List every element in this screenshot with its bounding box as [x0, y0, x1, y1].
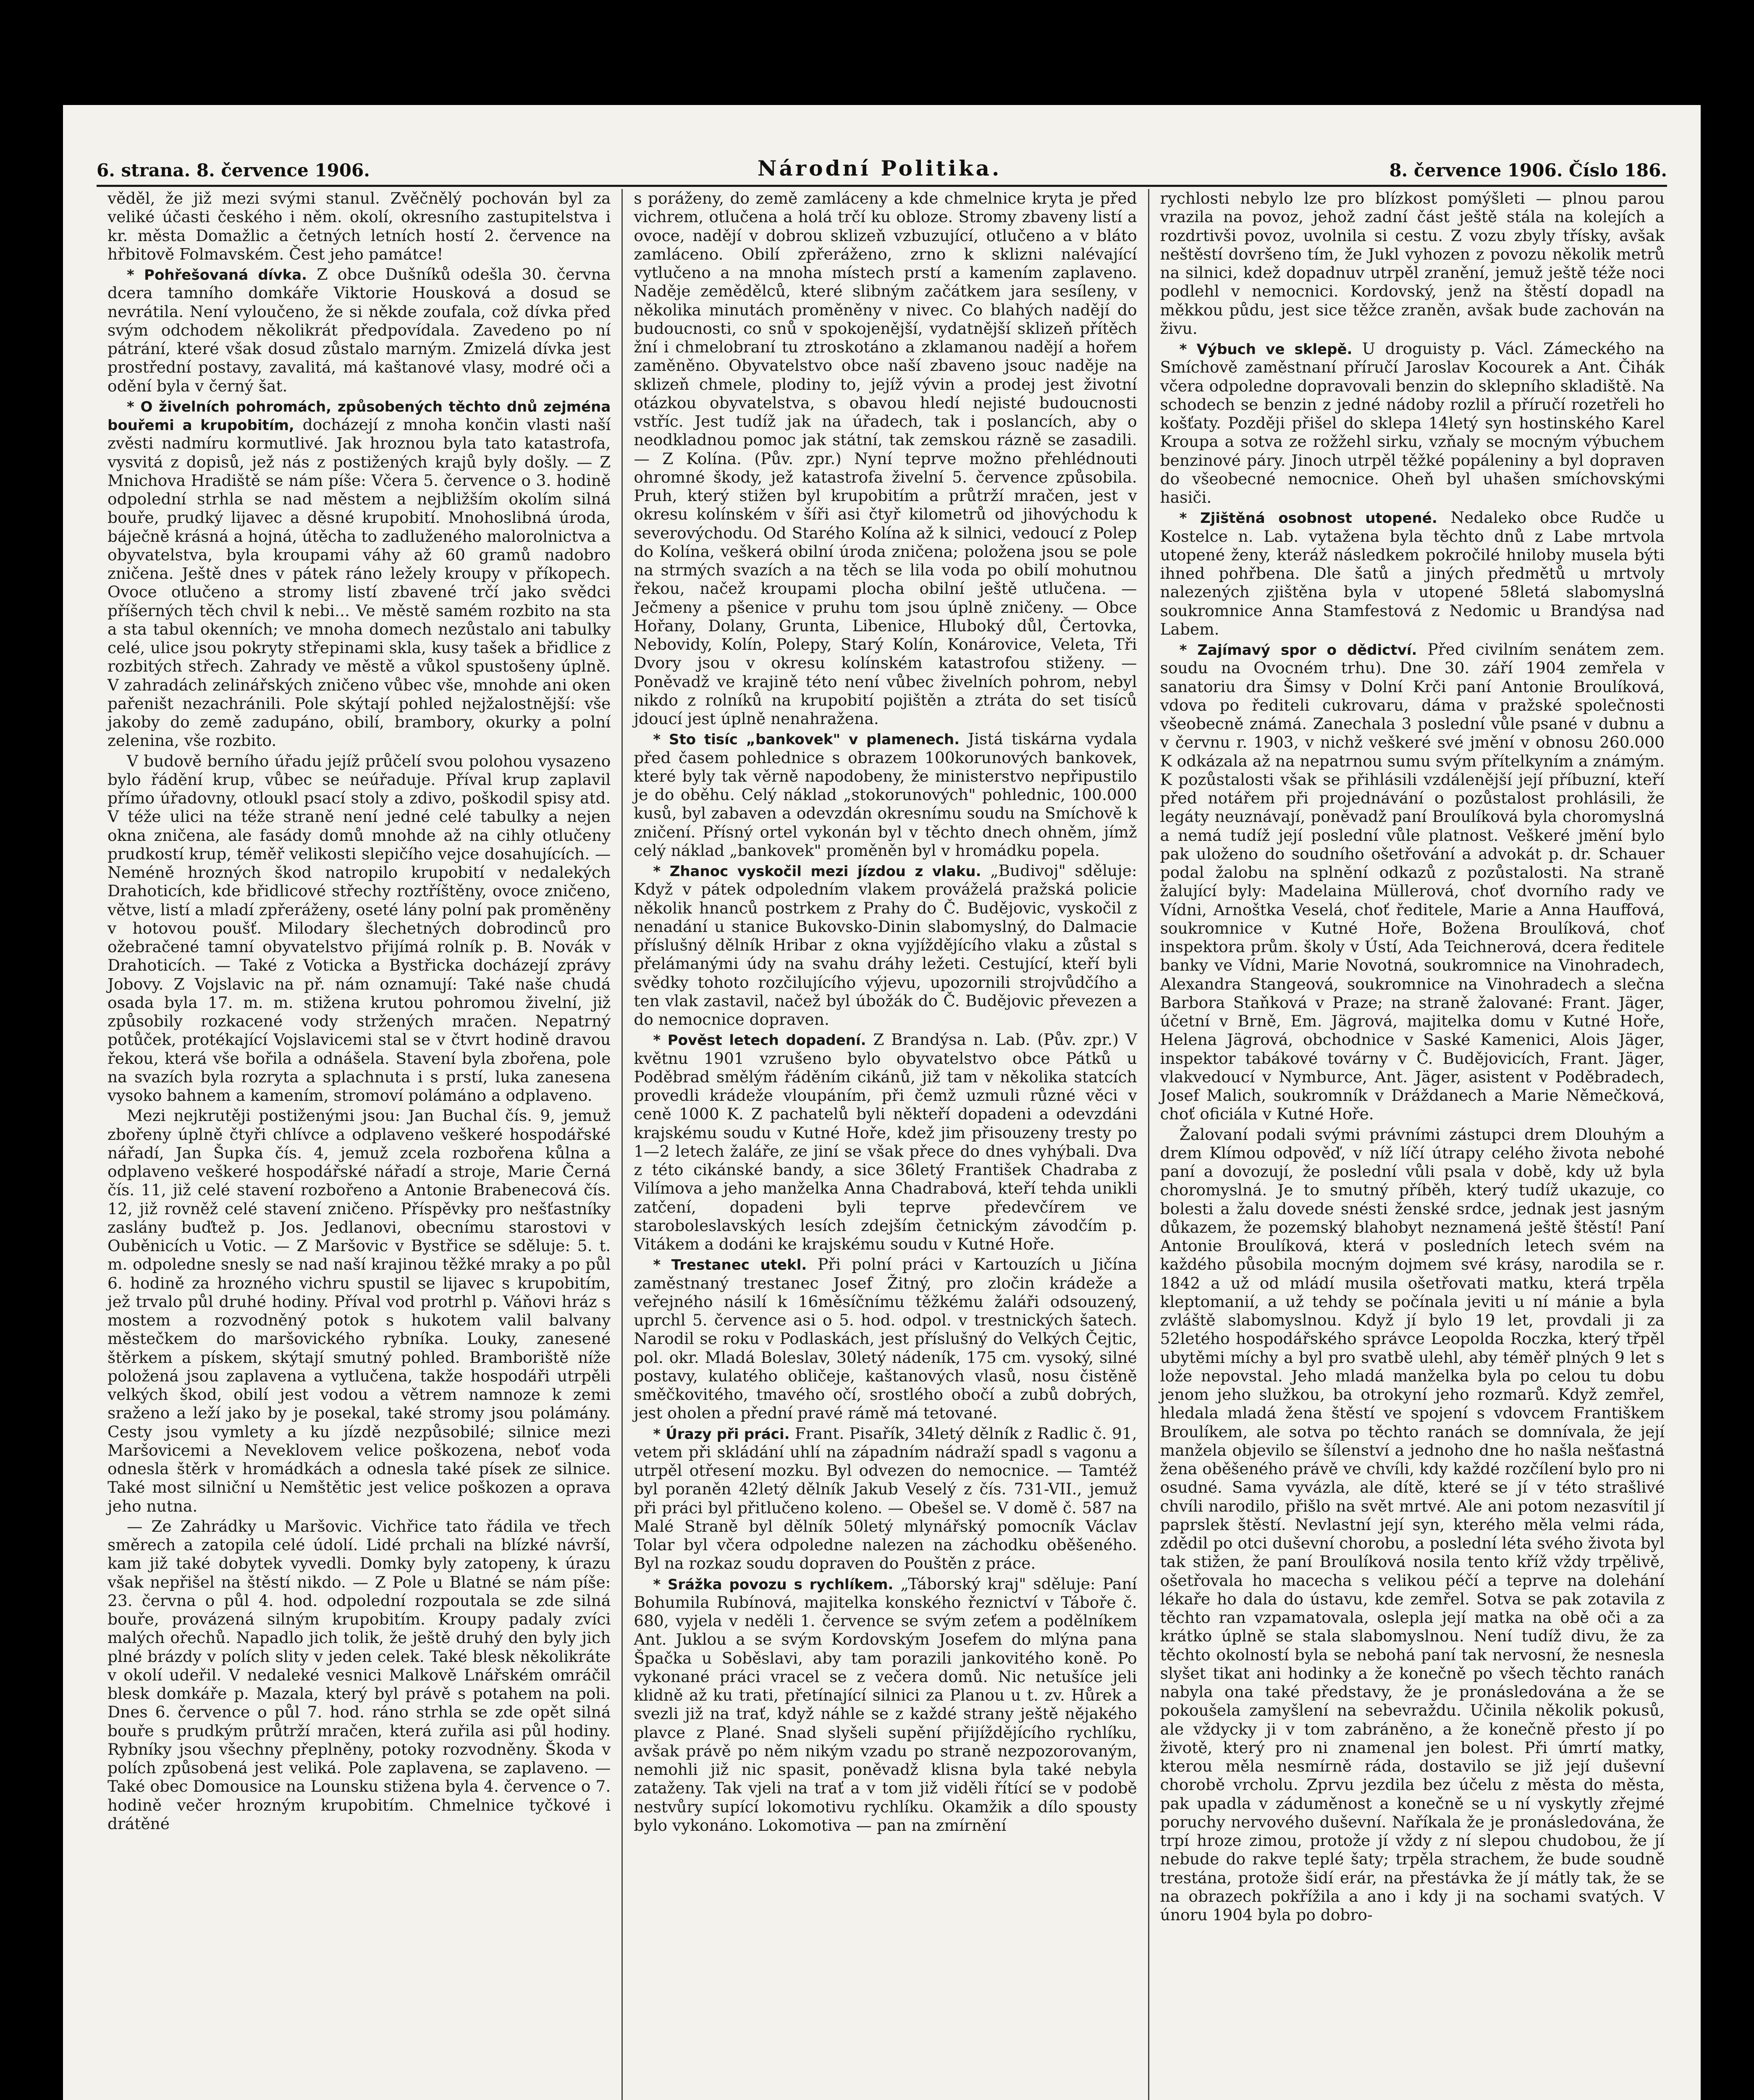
article-heading: * O živelních pohromách, způsobených těchto dnů zejména bouřemi a krupobitím, [107, 398, 611, 434]
article-paragraph [1160, 508, 1665, 638]
article-body: věděl, že již mezi svými stanul. Zvěčnělý pochován byl za veliké účasti českého i něm. okolí, okresního zastupitelstva i kr. města Domažlic a četných letních hostí 2. července na hřbitově Folmavském. Čest jeho památce! [107, 189, 611, 263]
article-paragraph [634, 1030, 1137, 1253]
article-paragraph [107, 752, 611, 1105]
column-1 [97, 189, 623, 2100]
article-body: Žalovaní podali svými právními zástupci drem Dlouhým a drem Klímou odpověď, v níž líčí útrapy celého života nebohé paní a dovozují, že poslední vůli psala v době, kdy už byla choromyslná. Je to smutný příběh, který tudíž ukazuje, co bolesti a žalu dovede snésti ženské srdce, jednak jest jasným důkazem, že pozemský blahobyt neznamená ještě štěstí! Paní Antonie Broulíková, která v posledních letech svém na každého působila mocným dojmem své krásy, narodila se r. 1842 a už od mládí musila ošetřovati matku, která trpěla kleptomanií, a už tehdy se počínala jeviti u ní mánie a byla zvláště slabomyslnou. Když jí bylo 19 let, provdali ji za 52letého hospodářského správce Leopolda Roczka, který třpěl ubytěmi míchy a byl pro svatbě ulehl, aby téměř plných 9 let s lože nepovstal. Jeho mladá manželka byla po celou tu dobu jenom jeho služkou, ba otrokyní jeho rozmarů. Když zemřel, hledala mladá žena štěstí ve spojení s vdovcem Františkem Broulíkem, ale sotva po těchto ranách se domnívala, že její manžela objevilo se šílenství a jednoho dne ho našla nešťastná žena oběšeného právě ve chvíli, kdy každé rozčílení bylo pro ni osudné. Sama vyvázla, ale dítě, které se jí v této strašlivé chvíli narodilo, přišlo na svět mrtvé. Ale ani potom nezasvítil jí paprslek štěstí. Nevlastní její syn, kterého měla velmi ráda, zdědil po otci duševní chorobu, a poslední léta svého života byl tak stižen, že paní Broulíková nosila tento kříž vždy trpělivě, ošetřovala ho macecha s velikou péčí a teprve na dolehání lékaře ho dala do ústavu, kde zemřel. Sotva se pak zotavila z těchto ran vzpamatovala, oslepla její matka na obě oči a za krátko úplně se stala slabomyslnou. Není tudíž divu, že za těchto okolností byla se nebohá paní tak nervosní, že nesnesla slyšet tikat ani hodinky a že konečně po všech těchto ranách nabyla ona také představy, že je pronásledována a že se pokoušela zamyšlení na sebevraždu. Učinila několik pokusů, ale vždycky ji v tom zabráněno, a že konečně přesto jí po životě, který pro ni znamenal jen bolest. Při úmrtí matky, kterou měla nesmírně ráda, dostavilo se již její duševní chorobě vrcholu. Zprvu jezdila bez účelu z města do města, pak upadla v záduměnost a konečně se u ní vyskytly zřejmé poruchy nervového duševní. Naříkala že je pronásledována, že trpí hroze zimou, protože jí vždy z ní slepou chudobou, že jí nebude do rakve teplé šaty; trpěla strachem, že bude soudně trestána, protože šidí erár, na přestávka že jí mátly tak, že se na obrazech pokřížila a ano i kdy ji na sochami svatých. V únoru 1904 byla po dobro- [1160, 1125, 1665, 1924]
article-body: Mezi nejkrutěji postiženými jsou: Jan Buchal čís. 9, jemuž zbořeny úplně čtyři chlívce a odplaveno veškeré hospodářské nářadí, Jan Šupka čís. 4, jemuž zcela rozbořena kůlna a odplaveno veškeré hospodářské nářadí a stroje, Marie Černá čís. 11, již celé stavení rozbořeno a Antonie Brabenecová čís. 12, již rovněž celé stavení zničeno. Příspěvky pro nešťastníky zaslány buďtež p. Jos. Jedlanovi, obecnímu starostovi v Ouběnicích u Votic. — Z Maršovic v Bystřice se sděluje: 5. t. m. odpoledne snesly se nad naší krajinou těžké mraky a po půl 6. hodině za hrozného vichru spustil se lijavec s krupobitím, jež trvalo půl druhé hodiny. Příval vod protrhl p. Váňovi hráz s mostem a rozvodněný potok s hukotem valil balvany městečkem do maršovického rybníka. Louky, zanesené štěrkem a pískem, skýtají smutný pohled. Bramboriště níže položená jsou zaplavena a vytlučena, takže hospodáři utrpěli velkých škod, obilí jest vodou a větrem namnoze k zemi sraženo a leží jako by je posekal, také stromy jsou polámány. Cesty jsou vymlety a ku jízdě nezpůsobilé; silnice mezi Maršovicemi a Neveklovem velice poškozena, neboť voda odnesla štěrk v hromádkách a odnesla také písek ze silnice. Také most silniční u Nemštětic jest velice poškozen a oprava jeho nutna. [107, 1106, 611, 1515]
column-2 [623, 189, 1149, 2100]
article-paragraph [634, 1424, 1137, 1573]
article-heading: * Výbuch ve sklepě. [1179, 341, 1353, 358]
article-heading: * Pohřešovaná dívka. [127, 267, 307, 284]
column-3 [1149, 189, 1675, 2100]
article-body: Z Brandýsa n. Lab. (Pův. zpr.) V květnu 1901 vzrušeno bylo obyvatelstvo obce Pátků u Poděbrad smělým řáděním cikánů, již tam v několika statcích provedli krádeže vloupáním, při čemž uzmuli různé věci v ceně 1000 K. Z pachatelů byli někteří dopadeni a odevzdáni krajskému soudu v Kutné Hoře, kdež jim přisouzeny tresty po 1—2 letech žaláře, ze jiní se však přece do dnes vyhýbali. Dva z této cikánské bandy, a sice 36letý František Chadraba z Vilímova a jeho manželka Anna Chadrabová, kteří tehda unikli zatčení, dopadeni byli teprve předevčírem ve staroboleslavských lesích zdejším četnickým závodčím p. Vitákem a dodáni ke krajskému soudu v Kutné Hoře. [634, 1030, 1137, 1253]
masthead-title: Národní Politika. [757, 156, 1002, 181]
article-paragraph [634, 1255, 1137, 1422]
page-number-date: 6. strana. 8. července 1906. [97, 160, 370, 181]
article-paragraph [634, 730, 1137, 860]
article-body: Nedaleko obce Rudče u Kostelce n. Lab. vytažena byla těchto dnů z Labe mrtvola utopené ženy, kteráž následkem pokročilé hniloby musela býti ihned pohřbena. Dle šatů a jiných předmětů u mrtvoly nalezených zjištěna byla v utopené 58letá slabomyslná soukromnice Anna Stamfestová z Nedomic u Brandýsa nad Labem. [1160, 508, 1665, 638]
article-heading: * Trestanec utekl. [653, 1257, 807, 1274]
article-heading: * Sto tisíc „bankovek" v plamenech. [653, 731, 960, 748]
article-heading: * Úrazy při práci. [653, 1425, 790, 1443]
article-paragraph [1160, 189, 1665, 338]
article-paragraph [634, 189, 1137, 728]
article-paragraph [107, 1517, 611, 1833]
article-paragraph [1160, 640, 1665, 1124]
text-columns [97, 189, 1675, 2100]
article-body: Jistá tiskárna vydala před časem pohlednice s obrazem 100korunových bankovek, které byly tak věrně napodobeny, že ministerstvo nepřipustilo je do oběhu. Celý náklad „stokorunových" pohlednic, 100.000 kusů, byl zabaven a odevzdán okresnímu soudu na Smíchově k zničení. Přísný ortel vykonán byl v těchto dnech ohněm, jímž celý náklad „bankovek" proměněn byl v hromádku popela. [634, 730, 1137, 860]
article-paragraph [634, 861, 1137, 1029]
article-body: U droguisty p. Václ. Zámeckého na Smíchově zaměstnaní příručí Jaroslav Kocourek a Ant. Čihák včera odpoledne dopravovali benzin do sklepního skladiště. Na schodech se benzin z jedné nádoby rozlil a příručí rozetřeli ho košťaty. Později přišel do sklepa 14letý syn hostinského Karel Kroupa a sotva ze rožžehl sirku, vzňaly se mocným výbuchem benzinové páry. Jinoch utrpěl těžké popáleniny a byl dopraven do všeobecné nemocnice. Oheň byl uhašen smíchovskými hasiči. [1160, 339, 1665, 507]
article-heading: * Pověst letech dopadení. [653, 1032, 866, 1049]
article-body: Před civilním senátem zem. soudu na Ovocném trhu). Dne 30. září 1904 zemřela v sanatoriu dra Šimsy v Dolní Krči paní Antonie Broulíková, vdova po řediteli cukrovaru, dáma v pražské společnosti všeobecně známá. Zanechala 3 poslední vůle psané v dubnu a v červnu r. 1903, v nichž veškeré své jmění v obnosu 260.000 K odkázala až na nepatrnou sumu svým přítelkyním a známým. K pozůstalosti však se přihlásili vzdálenější její příbuzní, kteří před notářem při projednávání o pozůstalost prohlásili, že legáty neuznávají, poněvadž paní Broulíková byla choromyslná a nemá tudíž její poslední vůle platnost. Veškeré jmění bylo pak uloženo do soudního ošetřování a advokát p. dr. Schauer podal žalobu na splnění odkazů z pozůstalosti. Na straně žalující byly: Madelaina Müllerová, choť dvorního rady ve Vídni, Arnoštka Veselá, choť ředitele, Marie a Anna Hauffová, soukromnice v Kutné Hoře, Božena Broulíková, choť inspektora prům. školy v Ústí, Ada Teichnerová, dcera ředitele banky ve Vídni, Marie Novotná, soukromnice na Vinohradech, Alexandra Stangeová, soukromnice na Vinohradech a slečna Barbora Staňková v Praze; na straně žalované: Frant. Jäger, účetní v Brně, Em. Jägrová, majitelka domu v Kutné Hoře, Helena Jägrová, obchodnice v Saské Kamenici, Alois Jäger, inspektor tabákové továrny v Č. Budějovicích, Frant. Jäger, vlakvedoucí v Nymburce, Ant. Jäger, asistent v Poděbradech, Josef Malich, soukromník v Dráždanech a Marie Němečková, choť oficiála v Kutné Hoře. [1160, 640, 1665, 1124]
newspaper-page [63, 105, 1701, 2100]
article-heading: * Zjištěná osobnost utopené. [1179, 510, 1437, 527]
article-heading: * Zhanoc vyskočil mezi jízdou z vlaku. [653, 863, 981, 880]
article-body: rychlosti nebylo lze pro blízkost pomýšleti — plnou parou vrazila na povoz, jehož zadní část ještě stála na kolejích a rozdrtivši povoz, uvolnila si cestu. Z vozu zbyly třísky, avšak neštěstí dovršeno tím, že Jukl vyhozen z povozu několik metrů na silnici, kdež dopadnuv utrpěl zranění, jemuž ještě téže noci podlehl v nemocnici. Kordovský, jenž na štěstí dopadl na měkkou půdu, jest sice těžce zraněn, avšak bude zachován na živu. [1160, 189, 1665, 338]
article-body: Při polní práci v Kartouzích u Jičína zaměstnaný trestanec Josef Žitný, pro zločin krádeže a veřejného násilí k 16měsíčnímu těžkému žaláři odsouzený, uprchl 5. července asi o 5. hod. odpol. v trestnických šatech. Narodil se roku v Podlaskách, jest příslušný do Velkých Čejtic, pol. okr. Mladá Boleslav, 30letý nádeník, 175 cm. vysoký, silné postavy, kulatého obličeje, kaštanových vlasů, nosu čistěně směčkovitého, tmavého očí, srostlého obočí a zubů dobrých, jest oholen a přední pravé rámě má tetované. [634, 1255, 1137, 1423]
issue-date-number: 8. července 1906. Číslo 186. [1389, 160, 1667, 181]
article-body: s poráženy, do země zamláceny a kde chmelnice kryta je před vichrem, otlučena a holá trčí ku obloze. Stromy zbaveny listí a ovoce, nadějí v dobrou sklizeň vzbuzující, otlučeno a v bláto zamláceno. Obilí zpřeráženo, zrno k sklizni nalévající vytlučeno a na mnoha místech prstí a kamením zaplaveno. Naděje zemědělců, které slibným začátkem jara sesíleny, v několika minutách proměněny v nivec. Co blahých nadějí do budoucnosti, co snů v spokojenější, vydatnější sklizeň přítěch žní i chmelobraní tu ztroskotáno a zklamanou nadějí a hořem zaměněno. Obyvatelstvo obce naší zbaveno jsouc naděje na sklizeň chmele, plodiny to, jejíž vývin a prodej jest životní otázkou obyvatelstva, s obavou hledí nejisté budoucnosti vstříc. Jest tudíž jak na úřadech, tak i poslancích, aby o neodkladnou pomoc jak státní, tak zemskou rázně se zasadili. — Z Kolína. (Pův. zpr.) Nyní teprve možno přehlédnouti ohromné škody, jež katastrofa živelní 5. července způsobila. Pruh, který stižen byl krupobitím a průtrží mračen, jest v okresu kolínském v šíři asi čtyř kilometrů od jihovýchodu k severovýchodu. Od Starého Kolína až k silnici, vedoucí z Polep do Kolína, veškerá obilní úroda zničena; položena jsou se pole na strmých svazích a na těch se lila voda po obilí mohutnou řekou, načež kroupami plocha obilní ještě utlučena. — Ječmeny a pšenice v pruhu tom jsou úplně zničeny. — Obce Hořany, Dolany, Grunta, Libenice, Hluboký důl, Čertovka, Nebovidy, Kolín, Polepy, Starý Kolín, Konárovice, Veleta, Tři Dvory jsou v okresu kolínském katastrofou stiženy. — Poněvadž ve krajině této není vůbec živelních pohrom, nebyl nikdo z rolníků na krupobití pojištěn a ztráta do set tisíců jdoucí jest úplně nenahražena. [634, 189, 1137, 728]
article-paragraph [634, 1575, 1137, 1835]
article-body: docházejí z mnoha končin vlasti naší zvěsti nadmíru kormutlivé. Jak hroznou byla tato katastrofa, vysvitá z dopisů, jež nás z postižených krajů byly došly. — Z Mnichova Hradiště se nám píše: Včera 5. července o 3. hodině odpolední strhla se nad městem a nejbližším okolím silná bouře, prudký lijavec a děsné krupobití. Mnohoslibná úroda, báječně krásná a hojná, útěcha to zadluženého malorolnictva a obyvatelstva, byla kroupami váhy až 60 gramů nadobro zničena. Ještě dnes v pátek ráno ležely kroupy v příkopech. Ovoce otlučeno a stromy listí zbavené trčí jako svědci příšerných těch chvil k nebi... Ve městě samém rozbito na sta a sta tabul okenních; ve mnoha domech nezůstalo ani tabulky celé, ulice jsou pokryty střepinami skla, kusy tašek a břidlice z rozbitých střech. Zahrady ve městě a vůkol spustošeny úplně. V zahradách zelinářských zničeno vůbec vše, mnohde ani oken pařeništ nezachránili. Pole skýtají pohled nejžalostnější: vše jakoby do země zadupáno, obilí, brambory, okurky a polní zelenina, vše rozbito. [107, 415, 611, 750]
article-paragraph [107, 1106, 611, 1515]
article-paragraph [107, 397, 611, 750]
article-paragraph [107, 189, 611, 263]
article-body: Z obce Dušníků odešla 30. června dcera tamního domkáře Viktorie Housková a dosud se nevrátila. Není vyloučeno, že si někde zoufala, což dívka před svým odchodem několikrát předpovídala. Zavedeno po ní pátrání, které však dosud zůstalo marným. Zmizelá dívka jest prostřední postavy, zavalitá, má kaštanové vlasy, modré oči a odění byla v černý šat. [107, 265, 611, 395]
article-heading: * Srážka povozu s rychlíkem. [653, 1576, 894, 1593]
article-paragraph [1160, 1125, 1665, 1924]
running-header [97, 151, 1667, 187]
article-body: Frant. Pisařík, 34letý dělník z Radlic č. 91, vetem při skládání uhlí na západním nádraží spadl s vagonu a utrpěl otřesení mozku. Byl odvezen do nemocnice. — Tamtéž byl poraněn 42letý dělník Jakub Veselý z čís. 731-VII., jemuž při práci byl přitlučeno koleno. — Obešel se. V domě č. 587 na Malé Straně byl dělník 50letý mlynářský pomocník Václav Tolar byl včera odpoledne nalezen na záchodku oběšeného. Byl na rozkaz soudu dopraven do Pouštěn z práce. [634, 1424, 1137, 1573]
article-paragraph [107, 265, 611, 395]
article-body: — Ze Zahrádky u Maršovic. Vichřice tato řádila ve třech směrech a zatopila celé údolí. Lidé prchali na blízké návrší, kam již také dobytek vyvedli. Domky byly zatopeny, k úrazu však nepřišel na štěstí nikdo. — Z Pole u Blatné se nám píše: 23. června o půl 4. hod. odpolední rozpoutala se zde silná bouře, provázená silným krupobitím. Kroupy padaly zvíci malých ořechů. Napadlo jich tolik, že ještě druhý den byly jich plné brázdy v polích slity v jeden celek. Také blesk několikráte v okolí udeřil. V nedaleké vesnici Malkově Lnářském omráčil blesk domkáře p. Mazala, který byl právě s potahem na poli. Dnes 6. července o půl 7. hod. ráno strhla se zde opět silná bouře s prudkým průtrží mračen, která zuřila asi půl hodiny. Rybníky jsou všechny přeplněny, potoky rozvodněny. Škoda v polích způsobená jest veliká. Pole zaplavena, se zaplaveno. — Také obec Domousice na Lounsku stižena byla 4. července o 7. hodině večer hrozným krupobitím. Chmelnice tyčkové i drátěné [107, 1517, 611, 1833]
article-body: „Budivoj" sděluje: Když v pátek odpoledním vlakem prováželá pražská policie několik hnanců postrkem z Prahy do Č. Budějovic, vyskočil z nenadání u stanice Bukovsko-Dinin slabomyslný, do Dalmacie příslušný dělník Hribar z okna vyjíždějícího vlaku a zůstal s přelámanými údy na svahu dráhy ležeti. Cestující, kteří byli svědky tohoto rozčilujícího výjevu, upozornili strojvůdčího a ten vlak zastavil, načež byl úbožák do Č. Budějovic převezen a do nemocnice dopraven. [634, 861, 1137, 1029]
article-body: „Táborský kraj" sděluje: Paní Bohumila Rubínová, majitelka konského řeznictví v Táboře č. 680, vyjela v neděli 1. července se svým zeťem a podělníkem Ant. Juklou a se svým Kordovským Josefem do mlýna pana Špačka u Soběslavi, aby tam porazili jankovitého koně. Po vykonané práci vracel se z večera domů. Nic netušíce jeli klidně až ku trati, přetínající silnici za Planou u t. zv. Hůrek a svezli již na trať, když náhle se z každé strany ještě nějakého plavce z Plané. Snad slyšeli supění přijíždějícího rychlíku, avšak právě po něm nikým vzadu po straně nezpozorovaným, nemohli již nic spasit, poněvadž klisna byla také nebyla zataženy. Tak vjeli na trať a v tom již viděli řítící se v podobě nestvůry supící lokomotivu rychlíku. Okamžik a dílo spousty bylo vykonáno. Lokomotiva — pan na zmírnění [634, 1574, 1137, 1835]
article-body: V budově berního úřadu jejíž průčelí svou polohou vysazeno bylo řádění krup, vůbec se neúřaduje. Příval krup zaplavil přímo úřadovny, otloukl psací stoly a zdivo, poškodil spisy atd. V téže ulici na téže straně není jedné celé tabulky a nejen okna zničena, ale fasády domů mnohde až na cihly otlučeny prudkostí krup, téměř velikosti slepičího vejce dosahujících. — Neméně hrozných škod natropilo krupobití v nedalekých Drahoticích, kde břidlicové střechy roztříštěny, ovoce zničeno, větve, listí a mladí zpřeráženy, oseté lány polní pak proměněny v hotovou poušť. Milodary šlechetných dobrodinců pro ožebračené tamní obyvatelstvo přijímá rolník p. B. Novák v Drahoticích. — Také z Voticka a Bystřicka docházejí zprávy Jobovy. Z Vojslavic na př. nám oznamují: Také naše chudá osada byla 17. m. m. stižena krutou pohromou živelní, již způsobily rozkacené vody stržených mračen. Nepatrný potůček, protékající Vojslavicemi stal se v čtvrt hodině dravou řekou, která vše bořila a odnášela. Stavení byla zbořena, pole na svazích byla rozryta a splachnuta i s prstí, luka zanesena vysoko bahnem a kamením, stromoví polámáno a odplaveno. [107, 751, 611, 1105]
article-heading: * Zajímavý spor o dědictví. [1179, 642, 1417, 659]
article-paragraph [1160, 339, 1665, 507]
